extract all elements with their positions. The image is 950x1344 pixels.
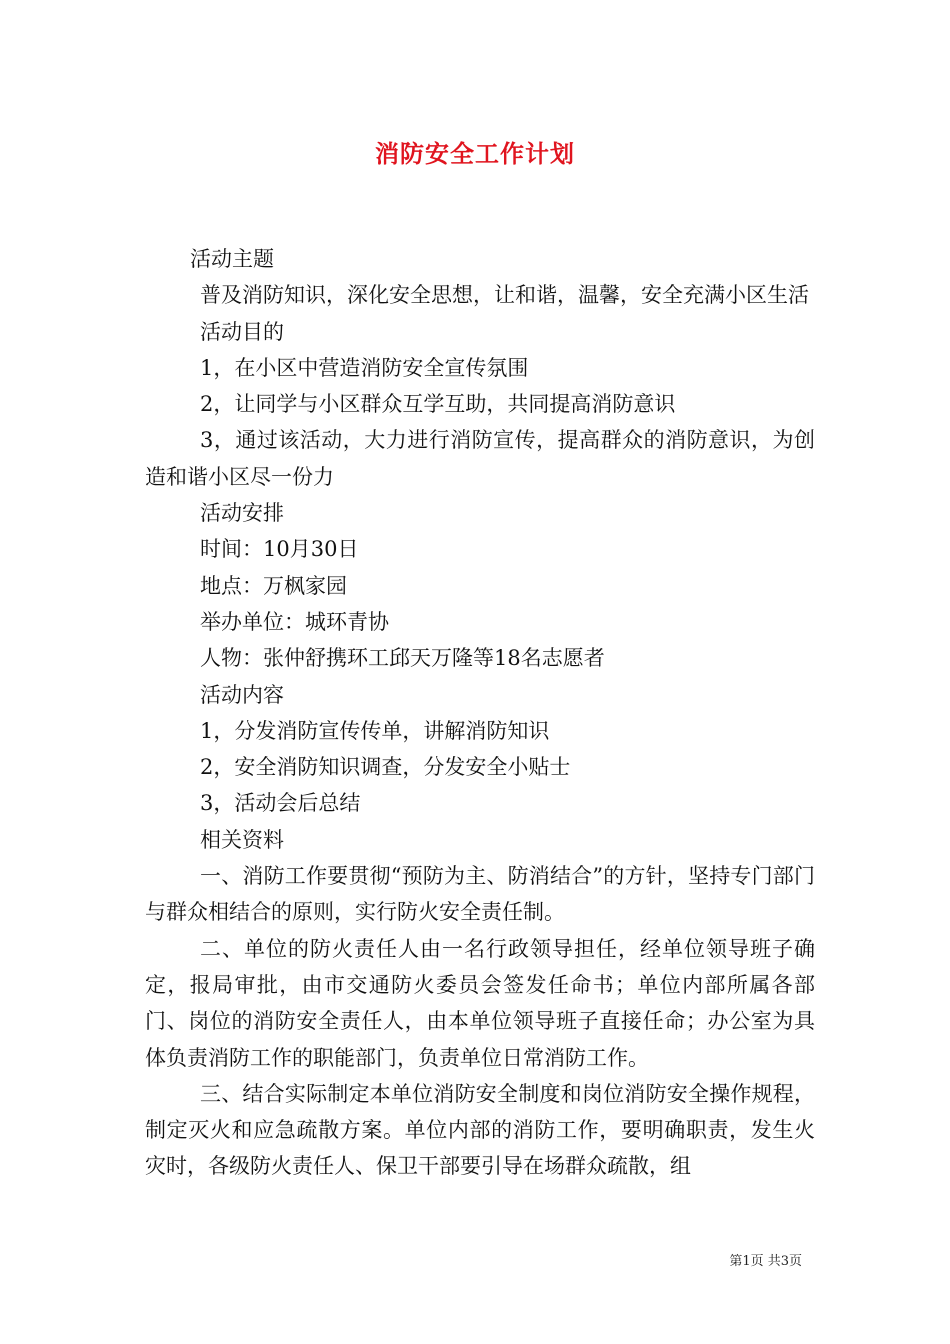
paragraph-time: 时间：10月30日 xyxy=(200,537,359,562)
document-title: 消防安全工作计划 xyxy=(375,139,575,168)
paragraph-activity-purpose-heading: 活动目的 xyxy=(200,319,284,344)
paragraph-purpose-1: 1，在小区中营造消防安全宣传氛围 xyxy=(200,355,529,380)
paragraph-content-3: 3，活动会后总结 xyxy=(200,791,361,816)
paragraph-people: 人物：张仲舒携环工邱天万隆等18名志愿者 xyxy=(200,646,605,671)
paragraph-activity-arrangement-heading: 活动安排 xyxy=(200,501,284,526)
document-body xyxy=(145,241,815,1185)
paragraph-purpose-3: 3，通过该活动，大力进行消防宣传，提高群众的消防意识，为创造和谐小区尽一份力 xyxy=(145,428,815,489)
paragraph-activity-theme: 普及消防知识，深化安全思想，让和谐，温馨，安全充满小区生活 xyxy=(200,283,809,308)
paragraph-content-2: 2，安全消防知识调查，分发安全小贴士 xyxy=(200,755,571,780)
paragraph-content-1: 1，分发消防宣传传单，讲解消防知识 xyxy=(200,718,550,743)
paragraph-purpose-2: 2，让同学与小区群众互学互助，共同提高消防意识 xyxy=(200,392,676,417)
paragraph-material-2: 二、单位的防火责任人由一名行政领导担任，经单位领导班子确定，报局审批，由市交通防火委员会签发任命书；单位内部所属各部门、岗位的消防安全责任人，由本单位领导班子直接任命；办公室为具体负责消防工作的职能部门，负责单位日常消防工作。 xyxy=(145,936,815,1070)
paragraph-activity-content-heading: 活动内容 xyxy=(200,682,284,707)
page-number-footer: 第1页 共3页 xyxy=(729,1254,802,1269)
paragraph-activity-theme-heading: 活动主题 xyxy=(190,247,274,271)
paragraph-material-1: 一、消防工作要贯彻“预防为主、防消结合”的方针，坚持专门部门与群众相结合的原则，实行防火安全责任制。 xyxy=(145,864,815,925)
paragraph-location: 地点：万枫家园 xyxy=(200,573,347,598)
paragraph-related-materials-heading: 相关资料 xyxy=(200,827,284,852)
paragraph-material-3: 三、结合实际制定本单位消防安全制度和岗位消防安全操作规程，制定灭火和应急疏散方案。单位内部的消防工作，要明确职责，发生火灾时，各级防火责任人、保卫干部要引导在场群众疏散，组 xyxy=(145,1081,815,1179)
paragraph-organizer: 举办单位：城环青协 xyxy=(200,609,389,634)
